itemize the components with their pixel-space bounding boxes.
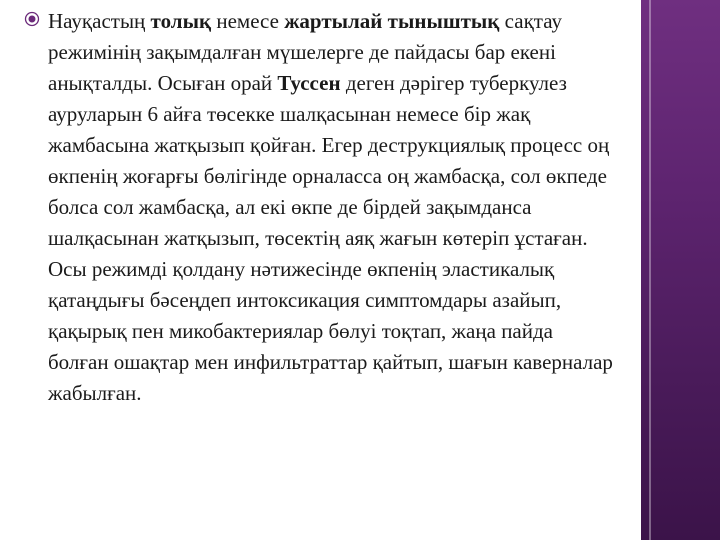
text-segment: Науқастың [48, 9, 151, 33]
decorative-side-bar [641, 0, 720, 540]
bullet-circle-icon [24, 11, 40, 27]
body-paragraph [48, 6, 618, 409]
slide-content [18, 0, 623, 540]
bold-term-full-rest: толық [150, 9, 212, 33]
text-segment: деген дәрігер туберкулез ауруларын 6 айға төсекке шалқасынан немесе бір жақ жамбасына жатқызып қойған. Егер деструкциялық процесс оң өкпенің жоғарғы бөлігінде орналасса оң жамбасқа, сол өкпеде болса сол жамбасқа, ал екі өкпе де бірдей зақымданса шалқасынан жатқызып, төсектің аяқ жағын көтеріп ұстаған. Осы режимді қолдану нәтижесінде өкпенің эластикалық қатаңдығы бәсеңдеп интоксикация симптомдары азайып, қақырық пен микобактериялар бөлуі тоқтап, жаңа пайда болған ошақтар мен инфильтраттар қайтып, шағын каверналар жабылған. [48, 71, 613, 405]
text-segment: немесе [211, 9, 285, 33]
bold-term-partial-rest: жартылай тыныштық [284, 9, 500, 33]
text-segment: сақтау режимінің зақымдалған мүшелерге де пайдасы бар екені анықталды. Осыған орай [48, 9, 562, 95]
side-bar-divider [649, 0, 651, 540]
bold-term-tussen: Туссен [277, 71, 341, 95]
